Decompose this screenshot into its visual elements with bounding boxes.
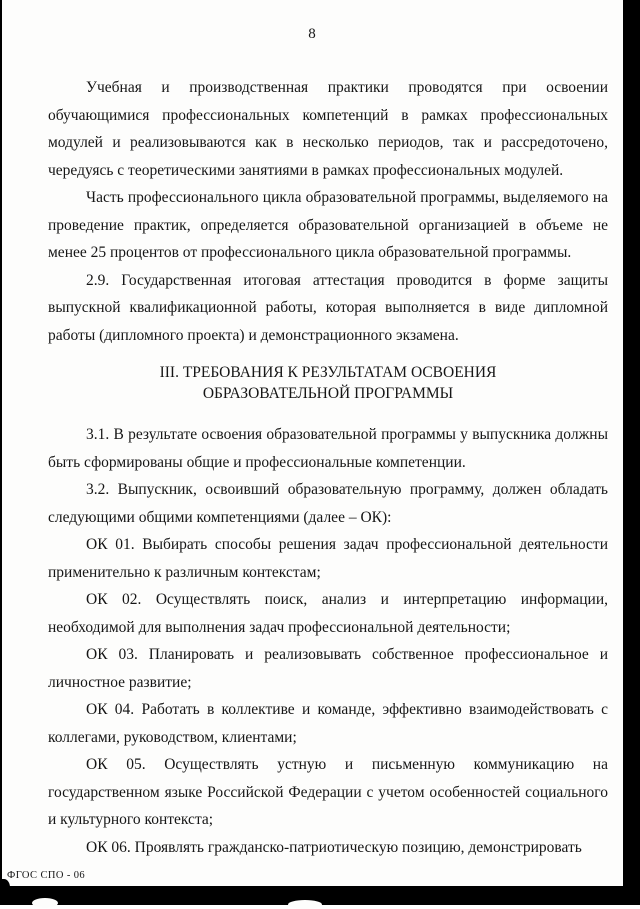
scan-artifact-left-edge [0, 0, 2, 905]
paragraph-practices: Учебная и производственная практики проводятся при освоении обучающимися профессиональных компетенций в рамках профессиональных модулей и реализовываются как в несколько периодов, так и рассредоточено, чередуясь с теоретическими занятиями в рамках профессиональных модулей. [48, 79, 608, 179]
section-heading-line-1: III. ТРЕБОВАНИЯ К РЕЗУЛЬТАТАМ ОСВОЕНИЯ [159, 364, 497, 381]
section-heading-line-2: ОБРАЗОВАТЕЛЬНОЙ ПРОГРАММЫ [202, 385, 454, 402]
page-number: 8 [308, 26, 316, 42]
paragraph-ok-05: ОК 05. Осуществлять устную и письменную коммуникацию на государственном языке Российской Федерации с учетом особенностей социального и культурного контекста; [48, 756, 608, 828]
scan-artifact-notch [32, 898, 58, 908]
section-heading [48, 362, 608, 404]
paragraph-3-2: 3.2. Выпускник, освоивший образовательную программу, должен обладать следующими общими компетенциями (далее – ОК): [48, 481, 608, 526]
scan-artifact-right-edge [623, 0, 640, 905]
paragraph-ok-01: ОК 01. Выбирать способы решения задач профессиональной деятельности применительно к различным контекстам; [48, 536, 608, 581]
scan-artifact-bottom-edge [0, 886, 640, 905]
paragraph-professional-cycle: Часть профессионального цикла образовательной программы, выделяемого на проведение практик, определяется образовательной организацией в объеме не менее 25 процентов от профессионального цикла образовательной программы. [48, 189, 608, 261]
paragraph-2-9-state-attestation: 2.9. Государственная итоговая аттестация проводится в форме защиты выпускной квалификационной работы, которая выполняется в виде дипломной работы (дипломного проекта) и демонстрационного экзамена. [48, 271, 608, 344]
paragraph-ok-02: ОК 02. Осуществлять поиск, анализ и интерпретацию информации, необходимой для выполнения задач профессиональной деятельности; [48, 591, 608, 636]
paragraph-ok-04: ОК 04. Работать в коллективе и команде, эффективно взаимодействовать с коллегами, руководством, клиентами; [48, 701, 608, 746]
paragraph-3-1: 3.1. В результате освоения образовательной программы у выпускника должны быть сформированы общие и профессиональные компетенции. [48, 426, 608, 471]
document-body [48, 74, 608, 861]
paragraph-ok-03: ОК 03. Планировать и реализовывать собственное профессиональное и личностное развитие; [48, 646, 608, 691]
document-code: ФГОС СПО - 06 [7, 870, 86, 881]
paragraph-ok-06: ОК 06. Проявлять гражданско-патриотическую позицию, демонстрировать [86, 838, 582, 856]
